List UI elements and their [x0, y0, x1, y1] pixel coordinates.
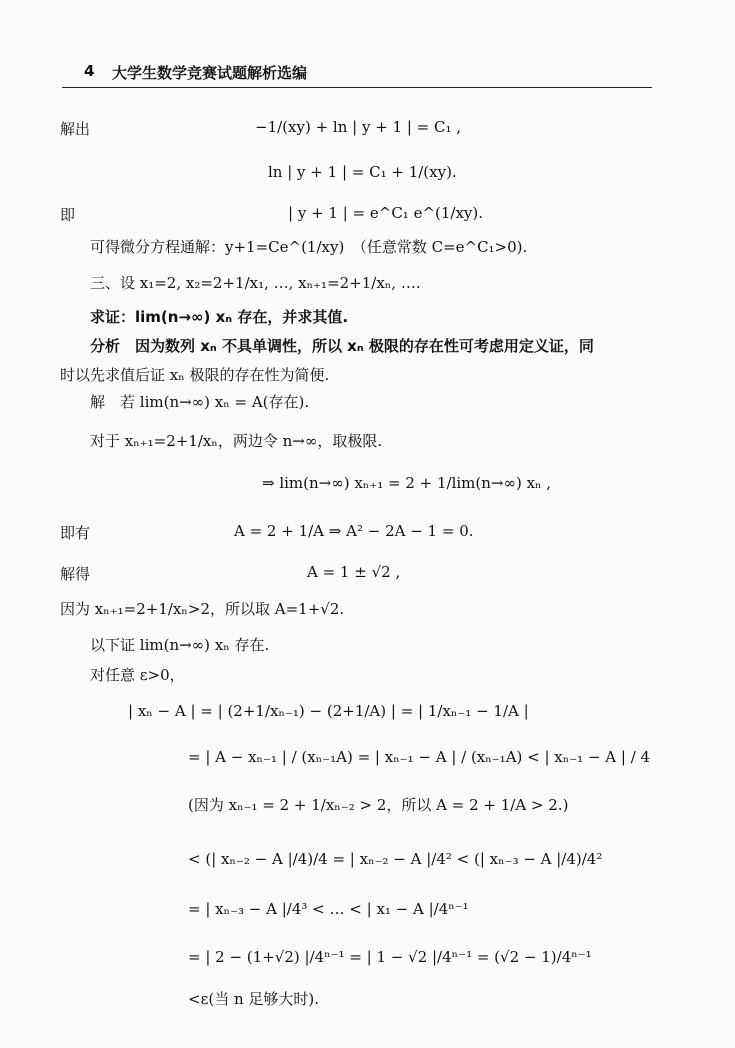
estimate-line-1: | xₙ − A | = | (2+1/xₙ₋₁) − (2+1/A) | = | 1/xₙ₋₁ − 1/A | — [128, 702, 529, 720]
estimate-line-2: = | A − xₙ₋₁ | / (xₙ₋₁A) = | xₙ₋₁ − A | / (xₙ₋₁A) < | xₙ₋₁ − A | / 4 — [188, 748, 651, 766]
prove-existence-line: 以下证 lim(n→∞) xₙ 存在. — [90, 636, 270, 654]
estimate-remark: (因为 xₙ₋₁ = 2 + 1/xₙ₋₂ > 2，所以 A = 2 + 1/A > 2.) — [188, 796, 569, 814]
equation-3: | y + 1 | = e^C₁ e^(1/xy). — [288, 204, 484, 222]
page-number: 4 — [84, 62, 95, 80]
header-rule — [62, 87, 652, 88]
conclusion-line: <ε(当 n 足够大时). — [188, 990, 320, 1008]
estimate-line-3: < (| xₙ₋₂ − A |/4)/4 = | xₙ₋₂ − A |/4² < (| xₙ₋₃ − A |/4)/4² — [188, 850, 603, 868]
epsilon-line: 对任意 ε>0， — [90, 666, 185, 684]
problem-three-statement: 三、设 x₁=2, x₂=2+1/x₁, …, xₙ₊₁=2+1/xₙ, …. — [90, 274, 421, 292]
limit-equation: ⇒ lim(n→∞) xₙ₊₁ = 2 + 1/lim(n→∞) xₙ , — [262, 474, 552, 492]
analysis-line-1 — [90, 335, 594, 356]
estimate-line-5: = | 2 − (1+√2) |/4ⁿ⁻¹ = | 1 − √2 |/4ⁿ⁻¹ = (√2 − 1)/4ⁿ⁻¹ — [188, 948, 592, 966]
equation-2: ln | y + 1 | = C₁ + 1/(xy). — [268, 163, 457, 181]
choose-root-line: 因为 xₙ₊₁=2+1/xₙ>2，所以取 A=1+√2. — [60, 600, 345, 618]
analysis-line-2: 时以先求值后证 xₙ 极限的存在性为简便. — [60, 366, 330, 384]
prove-statement: 求证：lim(n→∞) xₙ 存在，并求其值. — [90, 308, 349, 326]
line-label-jiyou: 即有 — [60, 524, 91, 542]
book-title: 大学生数学竞赛试题解析选编 — [112, 64, 308, 82]
line-label-jiechu: 解出 — [60, 120, 91, 138]
solution-line: 解 若 lim(n→∞) xₙ = A(存在). — [90, 393, 310, 411]
general-solution-line: 可得微分方程通解：y+1=Ce^(1/xy) （任意常数 C=e^C₁>0). — [90, 238, 528, 256]
root-equation: A = 1 ± √2 , — [307, 563, 401, 581]
estimate-line-4: = | xₙ₋₃ − A |/4³ < … < | x₁ − A |/4ⁿ⁻¹ — [188, 900, 469, 918]
limit-step-line: 对于 xₙ₊₁=2+1/xₙ，两边令 n→∞，取极限. — [90, 432, 383, 450]
equation-1: −1/(xy) + ln | y + 1 | = C₁ , — [255, 118, 462, 136]
quadratic-equation: A = 2 + 1/A ⇒ A² − 2A − 1 = 0. — [234, 522, 474, 540]
analysis-label: 分析 因为数列 xₙ 不具单调性，所以 xₙ 极限的存在性可考虑用定义证，同 — [90, 337, 594, 355]
line-label-ji: 即 — [60, 206, 76, 224]
line-label-jiede: 解得 — [60, 565, 91, 583]
